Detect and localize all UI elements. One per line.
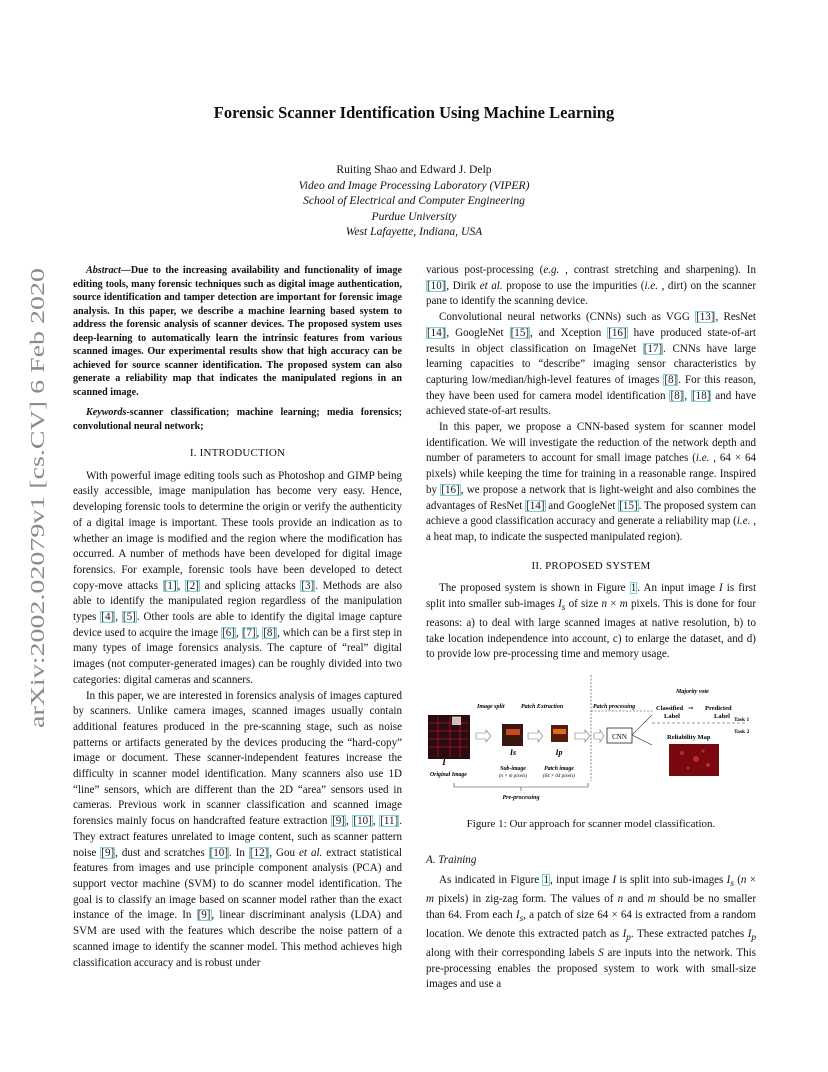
fig-label-patch-processing: Patch processing	[593, 704, 636, 711]
fig-cnn-label: CNN	[612, 733, 627, 742]
left-column	[73, 264, 402, 971]
fig-patch-image-detail	[553, 729, 566, 734]
fig-arrow-icon	[594, 730, 604, 742]
arxiv-stamp-svg	[12, 262, 52, 732]
fig-label-predicted: Predicted	[705, 705, 732, 713]
fig-connector	[632, 715, 652, 735]
fig-sym-Is: Is	[509, 748, 517, 758]
fig-label-original-image: Original Image	[430, 772, 467, 779]
citation-link[interactable]: [3]	[301, 579, 315, 592]
author-school: School of Electrical and Computer Engineering	[303, 194, 525, 208]
fig-label-preprocessing: Pre-processing	[502, 795, 540, 802]
fig-arrow-icon	[528, 730, 543, 742]
citation-link[interactable]: [5]	[122, 611, 136, 624]
intro-paragraph-5: In this paper, we propose a CNN-based system for scanner model identification. We will investigate the reduction of the network depth and number of parameters to account for small image patches (i.e. , 64 × 64 pixels) while keeping the time for training in a reasonable range. Inspired by [16], we propose a network that is light-weight and also combines the advantages of ResNet [14] and GoogleNet [15]. The proposed system can achieve a good classification accuracy and generate a reliability map (i.e. , a heat map, to indicate the suspected manipulated region).	[426, 421, 757, 543]
citation-link[interactable]: [17]	[643, 342, 663, 355]
fig-connector	[632, 735, 652, 745]
fig-label-patch-image: Patch image	[544, 766, 574, 773]
citation-link[interactable]: [8]	[670, 389, 684, 402]
figure-caption: Figure 1: Our approach for scanner model classification.	[466, 818, 716, 831]
fig-label-sub-image: Sub-image	[500, 766, 526, 773]
paper-title: Forensic Scanner Identification Using Machine Learning	[213, 103, 615, 122]
section-heading-introduction: I. INTRODUCTION	[189, 447, 286, 459]
citation-link[interactable]: [11]	[380, 815, 399, 828]
fig-arrow-icon	[476, 730, 491, 742]
citation-link[interactable]: [2]	[186, 579, 199, 592]
citation-link[interactable]: [12]	[249, 846, 269, 859]
fig-label-majority-vote: Majority vote	[676, 689, 709, 696]
author-lab: Video and Image Processing Laboratory (VIPER)	[298, 178, 530, 192]
citation-link[interactable]: [16]	[441, 483, 460, 496]
citation-link[interactable]: [8]	[664, 373, 678, 386]
citation-link[interactable]: [8]	[263, 626, 277, 639]
citation-link[interactable]: [9]	[332, 815, 345, 828]
citation-link[interactable]: [15]	[619, 499, 638, 512]
fig-label-classified: Classified	[656, 705, 684, 713]
fig-original-image	[428, 715, 470, 759]
fig-arrow-glyph: ⇒	[688, 705, 694, 713]
citation-link[interactable]: [9]	[197, 909, 211, 922]
citation-link[interactable]: [13]	[696, 311, 715, 324]
keywords-label: Keywords	[86, 407, 127, 418]
keywords	[73, 406, 402, 433]
author-location: West Lafayette, Indiana, USA	[345, 225, 483, 239]
fig-sym-I: I	[442, 757, 446, 768]
fig-label-label-right: Label	[714, 713, 730, 721]
arxiv-stamp	[12, 262, 52, 732]
intro-paragraph-2: In this paper, we are interested in forensics analysis of images captured by scanners. Unlike camera images, scanned images usually contain additional features produced in the pre-scanning stage, such as noise patterns or artifacts generated by the devices producing the “hard-copy” image or document. These scanner-independent features increase the difficulty in scanner model identification. Many scanners also use 1D “line” sensors, which are different than the 2D “area” sensors used in cameras. Previous work in scanner classification and scanned image forensics mainly focus on handcrafted feature extraction [9], [10], [11]. They extract features unrelated to image content, such as scanner pattern noise [9], dust and scratches [10]. In [12], Gou et al. extract statistical features from images and use principle component analysis (PCA) and support vector machine (SVM) to do scanner model identification. The goal is to classify an image based on scanner model rather than the exact instance of the image. In [9], linear discriminant analysis (LDA) and SVM are used with the features which describe the noise pattern of a scanned image to identify the scanner model. This method achieves high classification accuracy and is robust under	[73, 689, 402, 969]
fig-label-reliability-map: Reliability Map	[667, 734, 711, 742]
fig-label-task2: Task 2	[734, 729, 750, 736]
intro-paragraph-1: With powerful image editing tools such as Photoshop and GIMP being easily accessible, image manipulation has become very easy. Hence, developing forensic tools to determine the origin or verify the authenticity of a digital image is important. These tools provide an indication as to whether an image is modified and the region where the modification has occurred. A number of methods have been developed for digital image forensics. For example, forensic tools have been developed to detect copy-move attacks [1], [2] and splicing attacks [3]. Methods are also able to identify the manipulated region regardless of the manipulation types [4], [5]. Other tools are able to identify the digital image capture device used to acquire the image [6], [7], [8], which can be a first step in many types of image forensics analysis. The capture of “real” digital images (not computer-generated images) can be roughly divided into two categories: digital cameras and scanners.	[73, 469, 403, 686]
citation-link[interactable]: [4]	[101, 611, 115, 624]
fig-original-image-region	[452, 717, 461, 725]
figure-link[interactable]: 1	[630, 582, 637, 595]
citation-link[interactable]: [10]	[209, 846, 229, 859]
citation-link[interactable]: [6]	[222, 626, 235, 639]
section-heading-proposed-system: II. PROPOSED SYSTEM	[531, 559, 651, 572]
intro-paragraph-3: various post-processing (e.g. , contrast stretching and sharpening). In [10], Dirik et al. propose to use the impurities (i.e. , dirt) on the scanner pane to identify the scanning device.	[426, 264, 757, 308]
citation-link[interactable]: [14]	[427, 326, 446, 339]
section-heading-training: A. Training	[426, 853, 477, 866]
citation-link[interactable]: [18]	[692, 389, 711, 402]
author-university: Purdue University	[371, 209, 457, 223]
citation-link[interactable]: [14]	[526, 499, 545, 512]
citation-link[interactable]: [7]	[242, 626, 256, 639]
abstract	[73, 264, 402, 399]
figure-1-diagram	[426, 673, 756, 805]
citation-link[interactable]: [16]	[608, 326, 627, 339]
citation-link[interactable]: [10]	[353, 815, 372, 828]
arxiv-stamp-text: arXiv:2002.02079v1 [cs.CV] 6 Feb 2020	[27, 390, 49, 728]
citation-link[interactable]: [9]	[101, 846, 115, 859]
fig-label-patch-extraction: Patch Extraction	[521, 704, 564, 711]
citation-link[interactable]: [15]	[510, 326, 530, 339]
fig-label-label-left: Label	[664, 713, 680, 721]
training-paragraph-1: As indicated in Figure 1, input image I is split into sub-images $I_s$ (n × m pixels) in zig-zag form. The values of n and m should be no smaller than 64. From each $I_s$, a patch of size 64 × 64 is extracted from a random location. We denote this extracted patch as $I_p$. These extracted patches $I_p$ along with their corresponding labels S are inputs into the network. This pre-processing enables the proposed system to work with small-size images and use a	[426, 874, 756, 991]
author-names: Ruiting Shao and Edward J. Delp	[336, 163, 492, 176]
right-column	[426, 263, 756, 993]
figure-link[interactable]: 1	[543, 874, 550, 887]
fig-label-sub-image-size: (n × m pixels)	[498, 774, 528, 780]
figure-1	[426, 673, 756, 805]
fig-sub-image-detail	[506, 729, 520, 735]
author-block	[0, 162, 828, 240]
fig-label-image-split: Image split	[477, 704, 505, 711]
fig-sym-Ip: Ip	[555, 748, 563, 758]
fig-label-patch-image-size: (64 × 64 pixels)	[542, 774, 576, 780]
fig-arrow-icon	[575, 730, 590, 742]
fig-label-task1: Task 1	[734, 717, 750, 724]
citation-link[interactable]: [10]	[427, 279, 446, 292]
fig-preprocessing-bracket	[454, 783, 588, 787]
proposed-paragraph-1: The proposed system is shown in Figure 1. An input image I is first split into smaller sub-images $I_s$ of size n × m pixels. This is done for four reasons: a) to deal with large scanned images at native resolution, b) to take location independence into account, c) to enlarge the dataset, and d) to provide low pre-processing time and memory usage.	[426, 582, 757, 661]
abstract-label: Abstract	[86, 265, 121, 276]
citation-link[interactable]: [1]	[163, 579, 177, 592]
keywords-text: -scanner classification; machine learning; media forensics; convolutional neural network;	[73, 407, 402, 432]
abstract-text: —Due to the increasing availability and functionality of image editing tools, many forensic techniques such as digital image authentication, source identification and tamper detection are important for forensic image analysis. In this paper, we describe a machine learning based system to address the forensic analysis of scanner devices. The proposed system uses deep-learning to automatically learn the intrinsic features from various scanned images. Our experimental results show that high accuracy can be achieved for source scanner identification. The proposed system can also generate a reliability map that indicates the manipulated regions in an scanned image.	[73, 265, 402, 398]
intro-paragraph-4: Convolutional neural networks (CNNs) such as VGG [13], ResNet [14], GoogleNet [15], and Xception [16] have produced state-of-art results in object classification on ImageNet [17]. CNNs have large learning capacities to “describe” imaging sensor characteristics by capturing low/median/high-level features of images [8]. For this reason, they have been used for camera model identification [8], [18] and have achieved state-of-art results.	[426, 311, 757, 418]
